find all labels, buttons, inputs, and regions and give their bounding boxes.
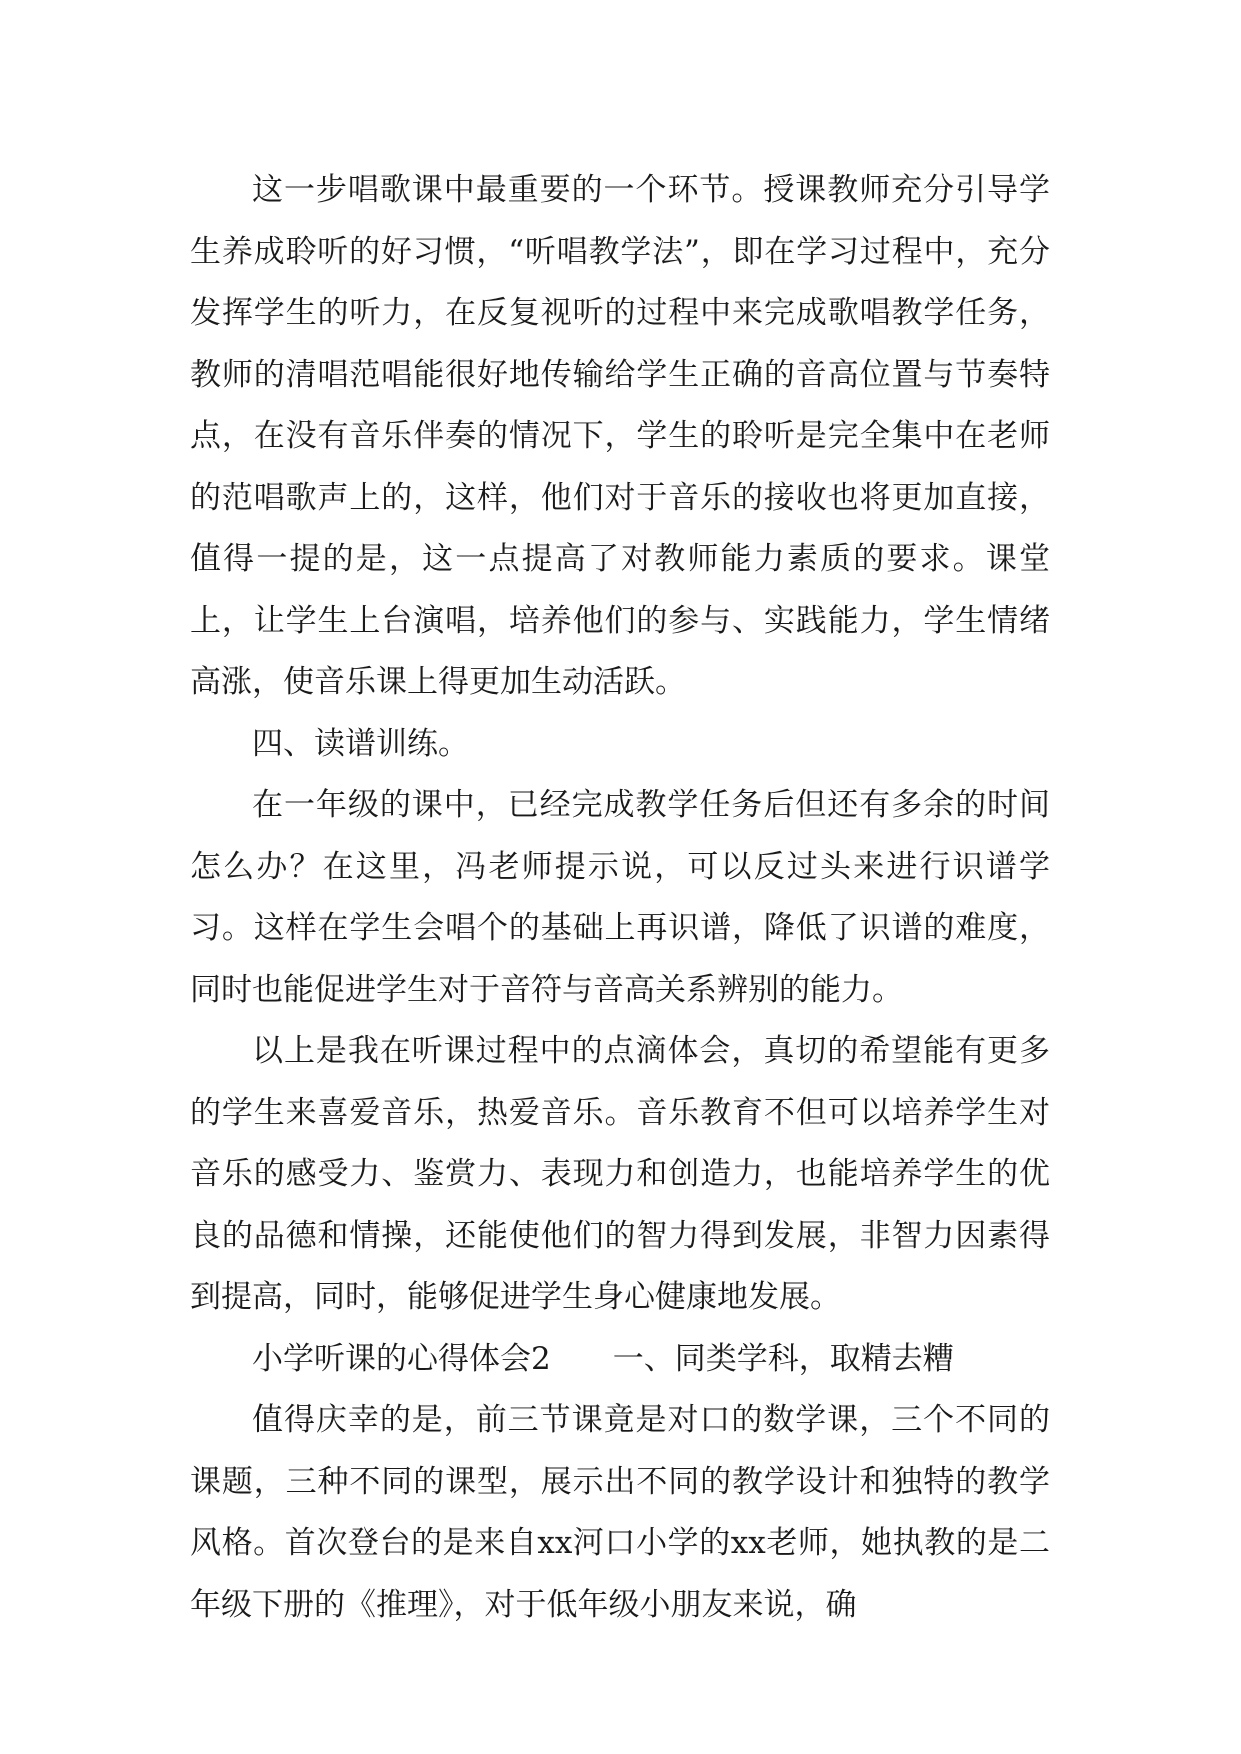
section-heading-subtitle: 一、同类学科，取精去糟 — [612, 1340, 954, 1377]
section-heading-title: 小学听课的心得体会2 — [252, 1340, 551, 1377]
paragraph-grade-one-class: 在一年级的课中，已经完成教学任务后但还有多余的时间怎么办？在这里，冯老师提示说，可以反过头来进行识谱学习。这样在学生会唱个的基础上再识谱，降低了识谱的难度，同时也能促进学生对于音符与音高关系辨别的能力。 — [190, 787, 1050, 1008]
paragraph-singing-listening: 这一步唱歌课中最重要的一个环节。授课教师充分引导学生养成聆听的好习惯，“听唱教学法”，即在学习过程中，充分发挥学生的听力，在反复视听的过程中来完成歌唱教学任务，教师的清唱范唱能很好地传输给学生正确的音高位置与节奏特点，在没有音乐伴奏的情况下，学生的聆听是完全集中在老师的范唱歌声上的，这样，他们对于音乐的接收也将更加直接，值得一提的是，这一点提高了对教师能力素质的要求。课堂上，让学生上台演唱，培养他们的参与、实践能力，学生情绪高涨，使音乐课上得更加生动活跃。 — [190, 172, 1050, 700]
section-heading — [190, 1329, 1050, 1391]
document-body — [190, 160, 1050, 1636]
paragraph-summary: 以上是我在听课过程中的点滴体会，真切的希望能有更多的学生来喜爱音乐，热爱音乐。音乐教育不但可以培养学生对音乐的感受力、鉴赏力、表现力和创造力，也能培养学生的优良的品德和情操，还能使他们的智力得到发展，非智力因素得到提高，同时，能够促进学生身心健康地发展。 — [190, 1033, 1050, 1315]
paragraph-heading-sight-reading: 四、读谱训练。 — [252, 725, 469, 762]
paragraph-math-classes: 值得庆幸的是，前三节课竟是对口的数学课，三个不同的课题，三种不同的课型，展示出不同的教学设计和独特的教学风格。首次登台的是来自xx河口小学的xx老师，她执教的是二年级下册的《推理》，对于低年级小朋友来说，确 — [190, 1402, 1050, 1623]
